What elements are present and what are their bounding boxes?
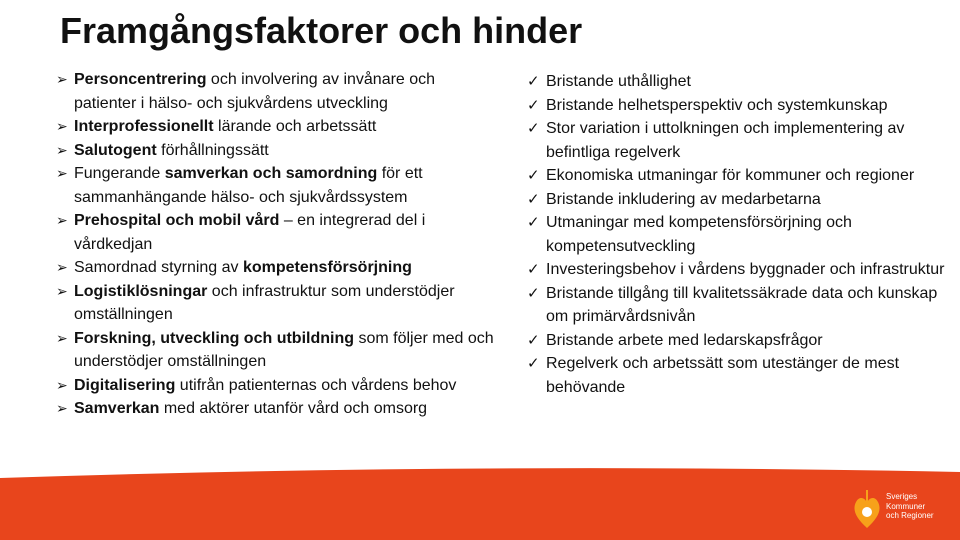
success-factor-item [56, 397, 496, 421]
obstacle-text: Bristande arbete med ledarskapsfrågor [546, 331, 823, 349]
checkmark-icon: ✓ [527, 120, 540, 137]
item-text: för ett sammanhängande hälso- och sjukvårdssystem [74, 165, 423, 206]
item-text: med aktörer utanför vård och omsorg [159, 400, 428, 417]
obstacle-item [527, 282, 947, 329]
success-factors-list [56, 68, 496, 421]
success-factor-item [56, 280, 496, 327]
success-factor-item [56, 139, 496, 163]
obstacle-item [527, 94, 947, 118]
item-text: som följer med och understödjer omställningen [74, 329, 494, 370]
checkmark-icon: ✓ [527, 261, 540, 278]
emphasis-text: Interprofessionellt [74, 118, 214, 135]
obstacle-text: Bristande uthållighet [546, 73, 691, 90]
item-text: lärande och arbetssätt [213, 118, 377, 135]
obstacle-item [527, 352, 947, 399]
slide-title: Framgångsfaktorer och hinder [60, 10, 583, 51]
obstacle-text: Stor variation i uttolkningen och implementering av befintliga regelverk [546, 120, 905, 161]
item-text: och involvering av invånare och patienter i hälso- och sjukvårdens utveckling [74, 71, 436, 112]
arrow-bullet-icon: ➢ [56, 141, 68, 158]
emphasis-text: Forskning, utveckling och utbildning [74, 329, 354, 347]
emphasis-text: Personcentrering [74, 71, 207, 88]
obstacle-item [527, 258, 947, 282]
arrow-bullet-icon: ➢ [56, 71, 68, 87]
item-text: och infrastruktur som understödjer omställningen [74, 282, 455, 323]
emphasis-text: Samverkan [74, 400, 160, 417]
obstacle-text: Bristande helhetsperspektiv och systemkunskap [546, 96, 888, 114]
emphasis-text: kompetensförsörjning [242, 259, 412, 276]
emphasis-text: Prehospital och mobil vård [74, 212, 280, 229]
emphasis-text: Logistiklösningar [74, 282, 208, 300]
obstacle-text: Utmaningar med kompetensförsörjning och kompetensutveckling [546, 214, 852, 255]
emphasis-text: Salutogent [74, 141, 157, 159]
arrow-bullet-icon: ➢ [56, 329, 68, 346]
obstacle-item [527, 117, 947, 164]
obstacle-text: Ekonomiska utmaningar för kommuner och regioner [546, 167, 915, 184]
obstacle-item [527, 188, 947, 212]
success-factor-item [56, 374, 496, 398]
obstacle-text: Investeringsbehov i vårdens byggnader och infrastruktur [546, 261, 945, 278]
arrow-bullet-icon: ➢ [56, 282, 68, 299]
arrow-bullet-icon: ➢ [56, 376, 68, 393]
item-text: utifrån patienternas och vårdens behov [175, 376, 457, 394]
arrow-bullet-icon: ➢ [56, 118, 68, 134]
arrow-bullet-icon: ➢ [56, 212, 68, 228]
item-text: – en integrerad del i vårdkedjan [74, 212, 426, 253]
success-factor-item [56, 68, 496, 115]
obstacle-item [527, 70, 947, 94]
obstacles-list [527, 70, 947, 399]
success-factor-item [56, 256, 496, 280]
obstacle-item [527, 329, 947, 353]
checkmark-icon: ✓ [527, 190, 540, 208]
checkmark-icon: ✓ [527, 73, 540, 90]
item-text: förhållningssätt [156, 141, 269, 159]
obstacle-text: Bristande inkludering av medarbetarna [546, 190, 821, 208]
item-text: Fungerande [74, 165, 165, 182]
checkmark-icon: ✓ [527, 355, 540, 372]
emphasis-text: samverkan och samordning [164, 165, 378, 182]
arrow-bullet-icon: ➢ [56, 165, 68, 181]
success-factor-item [56, 209, 496, 256]
footer-curve [0, 468, 960, 540]
success-factor-item [56, 162, 496, 209]
item-text: Samordnad styrning av [74, 259, 243, 276]
logo-text: Sveriges Kommuner och Regioner [886, 492, 934, 520]
obstacle-item [527, 164, 947, 188]
arrow-bullet-icon: ➢ [56, 259, 68, 275]
footer-bar [0, 468, 960, 540]
checkmark-icon: ✓ [527, 331, 540, 349]
obstacle-item [527, 211, 947, 258]
checkmark-icon: ✓ [527, 284, 540, 302]
arrow-bullet-icon: ➢ [56, 400, 68, 416]
checkmark-icon: ✓ [527, 96, 540, 114]
success-factor-item [56, 115, 496, 139]
emphasis-text: Digitalisering [74, 376, 176, 394]
success-factor-item [56, 327, 496, 374]
checkmark-icon: ✓ [527, 167, 540, 184]
skr-logo [850, 488, 940, 532]
obstacle-text: Regelverk och arbetssätt som utestänger de mest behövande [546, 355, 900, 396]
checkmark-icon: ✓ [527, 214, 540, 231]
heart-logo-icon [850, 488, 884, 532]
obstacle-text: Bristande tillgång till kvalitetssäkrade data och kunskap om primärvårdsnivån [546, 284, 938, 325]
